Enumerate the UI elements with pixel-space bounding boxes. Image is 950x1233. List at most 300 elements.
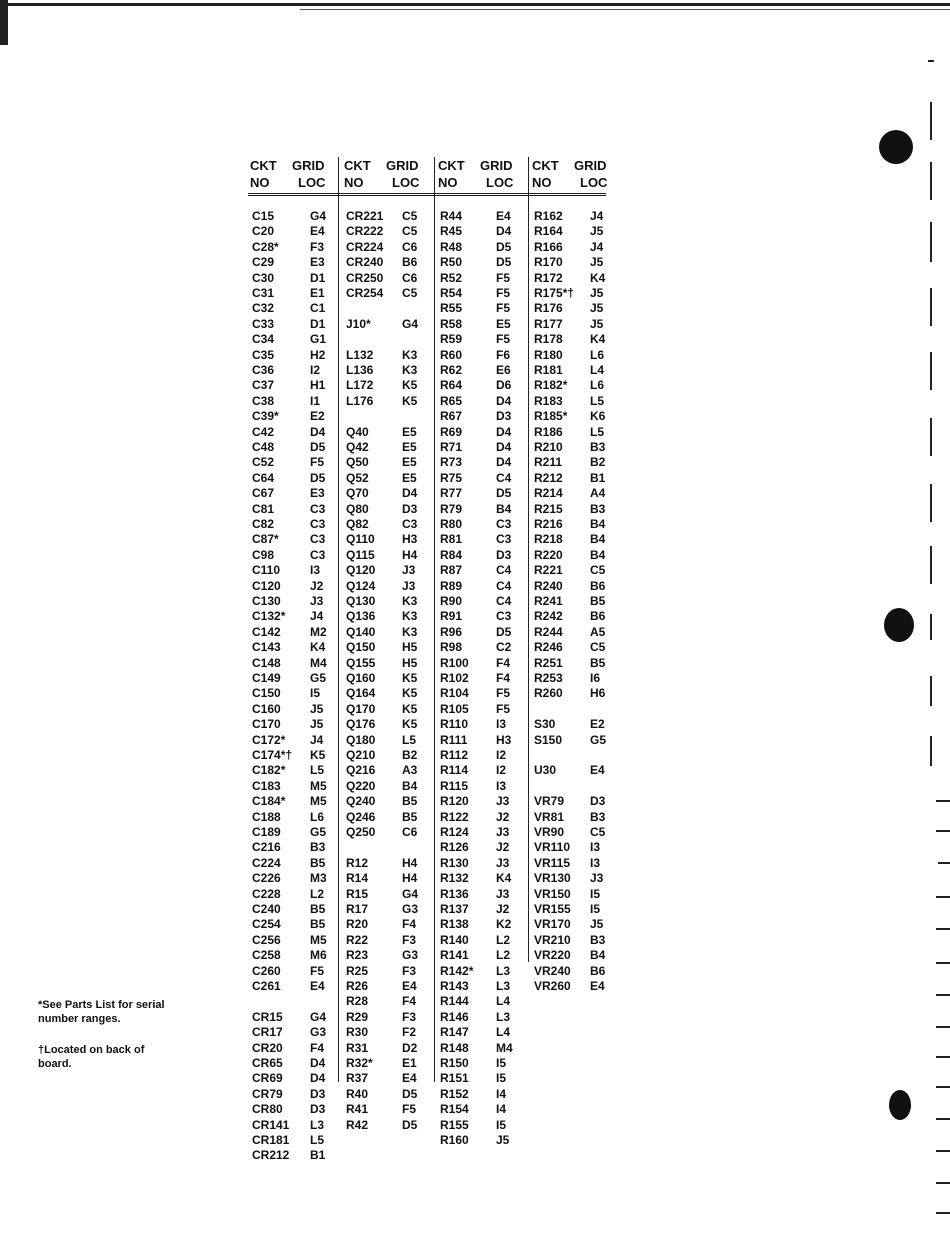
circuit-number: C87* (252, 532, 279, 547)
grid-location: H4 (402, 547, 418, 562)
circuit-number: CR212 (252, 1148, 290, 1163)
circuit-number: R240 (534, 578, 563, 593)
circuit-number: C150 (252, 686, 281, 701)
circuit-number: R89 (440, 578, 463, 593)
circuit-number: R81 (440, 532, 463, 547)
edge-mark (936, 1118, 950, 1120)
circuit-number: C160 (252, 701, 281, 716)
circuit-number: R45 (440, 224, 463, 239)
circuit-number: R260 (534, 686, 563, 701)
circuit-number: C256 (252, 932, 281, 947)
grid-location: E5 (402, 455, 417, 470)
grid-location: I6 (590, 671, 601, 685)
circuit-number: R65 (440, 393, 463, 408)
grid-location: C5 (402, 224, 418, 239)
header-rule (248, 193, 606, 194)
circuit-number: Q240 (346, 794, 376, 809)
grid-location: G4 (310, 209, 327, 223)
circuit-number: R183 (534, 393, 563, 408)
grid-location: C3 (402, 517, 418, 531)
grid-location: L6 (590, 378, 605, 393)
grid-location: I5 (496, 1071, 507, 1086)
circuit-number: Q130 (346, 594, 376, 608)
circuit-number: R96 (440, 624, 463, 639)
grid-location: F5 (496, 686, 511, 701)
grid-location: J2 (310, 578, 324, 593)
grid-location: B2 (590, 455, 606, 470)
grid-location: C5 (590, 563, 606, 578)
circuit-number: R215 (534, 501, 563, 516)
grid-location: D4 (496, 424, 512, 439)
circuit-number: R55 (440, 301, 463, 316)
edge-mark (936, 1086, 950, 1088)
edge-mark (930, 288, 932, 326)
circuit-number: R246 (534, 640, 563, 655)
grid-location: D5 (496, 624, 512, 639)
circuit-number: CR224 (346, 239, 384, 254)
circuit-number: C174*† (252, 748, 293, 762)
grid-location: E1 (402, 1056, 417, 1070)
circuit-number: R253 (534, 671, 563, 685)
grid-location: I2 (496, 763, 507, 778)
circuit-number: R182* (534, 378, 568, 393)
grid-location: J5 (310, 717, 324, 732)
circuit-number: R104 (440, 686, 469, 701)
edge-mark (930, 484, 932, 522)
edge-mark (936, 1056, 950, 1058)
grid-location: B5 (402, 809, 418, 824)
circuit-number: Q164 (346, 686, 376, 701)
circuit-number: R155 (440, 1117, 469, 1132)
header-no: NO (344, 175, 364, 190)
header-loc: LOC (580, 175, 608, 190)
circuit-number: C224 (252, 855, 281, 870)
circuit-number: R22 (346, 932, 369, 947)
grid-location: B4 (590, 948, 606, 963)
grid-location: E4 (310, 979, 325, 993)
circuit-number: Q115 (346, 547, 375, 562)
edge-mark (930, 614, 932, 640)
circuit-number: R137 (440, 902, 469, 916)
grid-location: I2 (496, 748, 507, 762)
grid-location: J5 (590, 255, 604, 270)
grid-location: D4 (496, 393, 512, 408)
grid-location: J5 (496, 1133, 510, 1147)
circuit-number: R58 (440, 316, 463, 331)
grid-location: J5 (590, 316, 604, 331)
grid-location: E4 (402, 979, 417, 993)
grid-location: D3 (496, 409, 512, 424)
grid-location: K4 (590, 332, 606, 347)
circuit-number: L136 (346, 363, 374, 377)
circuit-number: R130 (440, 855, 469, 870)
header-no: NO (438, 175, 458, 190)
circuit-number: CR69 (252, 1071, 283, 1086)
grid-location: E4 (310, 224, 325, 239)
grid-location: J4 (310, 609, 324, 624)
circuit-number: R73 (440, 455, 463, 470)
grid-location: F3 (402, 932, 417, 947)
grid-location: K2 (496, 917, 512, 932)
grid-location: D4 (310, 1071, 326, 1086)
edge-mark (930, 736, 932, 766)
circuit-number: C216 (252, 840, 281, 855)
circuit-number: R241 (534, 594, 563, 608)
grid-location: L5 (310, 763, 325, 778)
grid-location: L3 (496, 1009, 511, 1024)
grid-location: D5 (402, 1117, 418, 1132)
grid-location: H2 (310, 347, 326, 362)
grid-location: E4 (590, 763, 605, 778)
circuit-number: R31 (346, 1040, 369, 1055)
grid-location: C5 (402, 209, 418, 223)
circuit-number: R176 (534, 301, 563, 316)
circuit-number: C42 (252, 424, 275, 439)
circuit-number: R50 (440, 255, 463, 270)
grid-location: E4 (590, 979, 605, 993)
circuit-number: R175*† (534, 286, 575, 300)
circuit-number: C184* (252, 794, 286, 809)
grid-location: G1 (310, 332, 327, 347)
grid-location: M5 (310, 794, 327, 809)
circuit-number: R210 (534, 440, 563, 454)
circuit-number: R90 (440, 594, 463, 608)
edge-mark (938, 862, 950, 864)
grid-location: B1 (590, 470, 606, 485)
grid-location: A5 (590, 624, 606, 639)
grid-location: I3 (496, 778, 507, 793)
circuit-number: C52 (252, 455, 275, 470)
grid-location: E5 (402, 470, 417, 485)
grid-location: K5 (402, 393, 418, 408)
grid-location: B5 (310, 855, 326, 870)
circuit-number: R67 (440, 409, 463, 424)
column-divider (434, 157, 435, 1082)
edge-mark (936, 962, 950, 964)
grid-location: E3 (310, 486, 325, 501)
grid-location: J3 (310, 594, 324, 608)
grid-location: C3 (310, 547, 326, 562)
grid-location: I5 (496, 1117, 507, 1132)
grid-location: H6 (590, 686, 606, 701)
circuit-number: R152 (440, 1086, 469, 1101)
circuit-number: R180 (534, 347, 563, 362)
circuit-number: R148 (440, 1040, 469, 1055)
grid-location: I3 (590, 840, 601, 855)
grid-location: D5 (402, 1086, 418, 1101)
circuit-number: R221 (534, 563, 563, 578)
circuit-number: R122 (440, 809, 469, 824)
grid-location: F5 (496, 701, 511, 716)
grid-location: I3 (590, 855, 601, 870)
grid-location: D4 (402, 486, 418, 501)
grid-location: I1 (310, 393, 321, 408)
circuit-number: C226 (252, 871, 281, 886)
circuit-number: Q70 (346, 486, 369, 501)
circuit-number: R25 (346, 963, 369, 978)
grid-location: C4 (496, 470, 512, 485)
grid-location: D5 (496, 255, 512, 270)
circuit-number: C170 (252, 717, 281, 732)
circuit-number: R242 (534, 609, 563, 624)
edge-mark (936, 896, 950, 898)
circuit-number: C31 (252, 286, 275, 300)
circuit-number: R32* (346, 1056, 373, 1070)
grid-location: E5 (496, 316, 511, 331)
column-header (250, 157, 326, 191)
circuit-number: C188 (252, 809, 281, 824)
edge-mark (930, 546, 932, 584)
grid-location: B3 (310, 840, 326, 855)
circuit-number: Q136 (346, 609, 376, 624)
page-top-rule (0, 3, 950, 6)
grid-location: B2 (402, 748, 418, 762)
circuit-number: R77 (440, 486, 463, 501)
circuit-number: R110 (440, 717, 469, 732)
grid-location: I4 (496, 1086, 507, 1101)
grid-location: L2 (496, 948, 511, 963)
grid-location: G4 (310, 1009, 327, 1024)
grid-location: I5 (590, 886, 601, 901)
grid-location: F5 (496, 286, 511, 300)
grid-location: I5 (310, 686, 321, 701)
circuit-number: L176 (346, 393, 374, 408)
circuit-number: C240 (252, 902, 281, 916)
circuit-number: R105 (440, 701, 469, 716)
grid-location: D5 (310, 440, 326, 454)
circuit-number: R120 (440, 794, 469, 809)
circuit-number: R42 (346, 1117, 369, 1132)
grid-location: B6 (590, 609, 606, 624)
grid-location: J5 (590, 224, 604, 239)
circuit-number: R147 (440, 1025, 469, 1040)
grid-location: K5 (402, 701, 418, 716)
circuit-number: R98 (440, 640, 463, 655)
grid-location: H3 (496, 732, 512, 747)
grid-location: E2 (590, 717, 605, 732)
column-divider (338, 157, 339, 1082)
grid-location: J5 (310, 701, 324, 716)
circuit-number: R151 (440, 1071, 469, 1086)
grid-location: L5 (402, 732, 417, 747)
circuit-number: C143 (252, 640, 281, 655)
grid-location: J3 (402, 563, 416, 578)
grid-location: F3 (402, 1009, 417, 1024)
circuit-number: C183 (252, 778, 281, 793)
circuit-number: C98 (252, 547, 275, 562)
circuit-number: Q155 (346, 655, 376, 670)
grid-location: C4 (496, 578, 512, 593)
circuit-number: R211 (534, 455, 563, 470)
grid-location: L6 (310, 809, 325, 824)
circuit-number: R142* (440, 963, 474, 978)
grid-location: K3 (402, 609, 418, 624)
circuit-number: VR150 (534, 886, 571, 901)
grid-location: L3 (496, 963, 511, 978)
edge-mark (930, 102, 932, 140)
header-ckt: CKT (344, 158, 371, 173)
circuit-number: VR155 (534, 902, 571, 916)
grid-location: D3 (310, 1086, 326, 1101)
grid-location: F2 (402, 1025, 417, 1040)
circuit-number: C35 (252, 347, 275, 362)
grid-location: D1 (310, 316, 326, 331)
circuit-number: C37 (252, 378, 275, 393)
circuit-number: C254 (252, 917, 281, 932)
header-grid: GRID (574, 158, 607, 173)
grid-location: K5 (310, 748, 326, 762)
grid-location: C3 (496, 517, 512, 531)
circuit-number: C130 (252, 594, 281, 608)
edge-mark (930, 162, 932, 200)
circuit-number: C82 (252, 517, 275, 531)
edge-mark (936, 1150, 950, 1152)
grid-location: I3 (496, 717, 507, 732)
circuit-number: VR110 (534, 840, 571, 855)
edge-mark (930, 418, 932, 456)
grid-location: I3 (310, 563, 321, 578)
circuit-number: R54 (440, 286, 463, 300)
circuit-number: Q170 (346, 701, 376, 716)
binder-hole-bottom (889, 1090, 911, 1120)
circuit-number: R28 (346, 994, 369, 1009)
grid-location: F5 (402, 1102, 417, 1117)
grid-location: C6 (402, 239, 418, 254)
grid-location: C4 (496, 563, 512, 578)
circuit-number: VR81 (534, 809, 565, 824)
circuit-number: Q160 (346, 671, 376, 685)
circuit-number: CR79 (252, 1086, 283, 1101)
edge-mark (936, 994, 950, 996)
circuit-number: Q110 (346, 532, 375, 547)
grid-location: F3 (310, 239, 325, 254)
header-loc: LOC (298, 175, 326, 190)
binder-hole-top (879, 130, 913, 164)
circuit-number: C148 (252, 655, 281, 670)
circuit-number: R80 (440, 517, 463, 531)
grid-location: G5 (590, 732, 607, 747)
circuit-number: C29 (252, 255, 275, 270)
circuit-number: R166 (534, 239, 563, 254)
circuit-number: R141 (440, 948, 469, 963)
circuit-number: R251 (534, 655, 563, 670)
grid-location: B1 (310, 1148, 326, 1163)
circuit-number: Q150 (346, 640, 376, 655)
header-no: NO (532, 175, 552, 190)
circuit-number: Q120 (346, 563, 376, 578)
grid-location: J4 (310, 732, 324, 747)
header-ckt: CKT (438, 158, 465, 173)
grid-location: L2 (310, 886, 325, 901)
circuit-number: R52 (440, 270, 463, 285)
grid-location: I4 (496, 1102, 507, 1117)
circuit-number: R48 (440, 239, 463, 254)
grid-location: I5 (590, 902, 601, 916)
grid-location: C3 (496, 532, 512, 547)
grid-location: J3 (590, 871, 604, 886)
grid-location: L2 (496, 932, 511, 947)
circuit-number: CR181 (252, 1133, 290, 1147)
circuit-number: R178 (534, 332, 563, 347)
grid-location: K3 (402, 624, 418, 639)
circuit-number: R115 (440, 778, 469, 793)
circuit-number: R162 (534, 209, 563, 223)
grid-location: K5 (402, 717, 418, 732)
grid-location: B5 (310, 902, 326, 916)
circuit-number: CR240 (346, 255, 384, 270)
grid-location: F4 (310, 1040, 325, 1055)
circuit-number: C142 (252, 624, 281, 639)
grid-location: K4 (496, 871, 512, 886)
circuit-number: VR115 (534, 855, 571, 870)
circuit-number: VR210 (534, 932, 571, 947)
circuit-number: C33 (252, 316, 275, 331)
grid-location: J2 (496, 809, 510, 824)
grid-location: L3 (496, 979, 511, 993)
grid-location: E3 (310, 255, 325, 270)
circuit-number: R23 (346, 948, 369, 963)
grid-location: F5 (496, 332, 511, 347)
grid-location: B4 (590, 547, 606, 562)
grid-location: H4 (402, 855, 418, 870)
grid-location: J5 (590, 301, 604, 316)
grid-location: L5 (590, 424, 605, 439)
edge-mark (930, 222, 932, 262)
grid-location: B4 (496, 501, 512, 516)
grid-location: B4 (590, 517, 606, 531)
circuit-number: CR20 (252, 1040, 283, 1055)
circuit-number: R220 (534, 547, 563, 562)
grid-location: B3 (590, 809, 606, 824)
grid-location: F3 (402, 963, 417, 978)
grid-location: D2 (402, 1040, 418, 1055)
grid-location: D5 (496, 239, 512, 254)
circuit-number: U30 (534, 763, 557, 778)
grid-location: E5 (402, 440, 417, 454)
circuit-number: C34 (252, 332, 275, 347)
circuit-number: C67 (252, 486, 275, 501)
circuit-number: R111 (440, 732, 468, 747)
circuit-number: R140 (440, 932, 469, 947)
circuit-number: Q140 (346, 624, 376, 639)
grid-location: E6 (496, 363, 511, 377)
circuit-number: CR65 (252, 1056, 283, 1070)
circuit-number: R112 (440, 748, 469, 762)
header-ckt: CKT (250, 158, 277, 173)
grid-location: A3 (402, 763, 418, 778)
circuit-number: VR260 (534, 979, 571, 993)
circuit-number: C28* (252, 239, 279, 254)
circuit-number: R218 (534, 532, 563, 547)
circuit-number: Q52 (346, 470, 369, 485)
column-header (532, 157, 608, 191)
edge-mark (930, 676, 932, 706)
grid-location: C3 (310, 501, 326, 516)
grid-location: D4 (496, 455, 512, 470)
grid-location: L6 (590, 347, 605, 362)
circuit-number: R146 (440, 1009, 469, 1024)
grid-location: K6 (590, 409, 606, 424)
circuit-number: C132* (252, 609, 286, 624)
circuit-number: L172 (346, 378, 374, 393)
grid-location: E4 (496, 209, 511, 223)
circuit-number: CR254 (346, 286, 384, 300)
circuit-number: VR170 (534, 917, 571, 932)
grid-location: J2 (496, 840, 510, 855)
circuit-number: R124 (440, 825, 469, 839)
grid-location: K5 (402, 378, 418, 393)
header-loc: LOC (486, 175, 514, 190)
